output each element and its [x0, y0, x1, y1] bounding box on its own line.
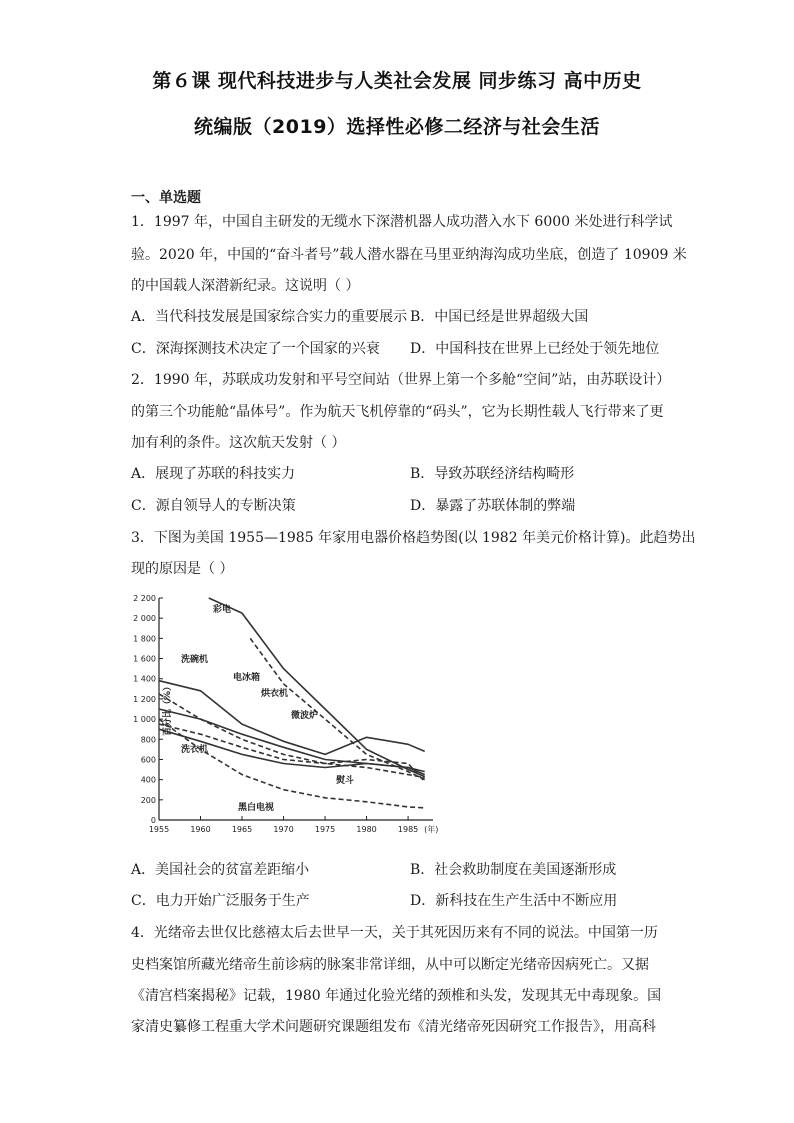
series-label-0: 彩电: [213, 605, 232, 615]
q2-line-2: 的第三个功能舱“晶体号”。作为航天飞机停靠的“码头”，它为长期性载人飞行带来了更: [131, 404, 664, 420]
chart-svg: [131, 590, 451, 838]
document-title-line-2: 统编版（2019）选择性必修二经济与社会生活: [194, 116, 600, 138]
q2-option-c: C．源自领导人的专断决策: [131, 498, 296, 514]
appliance-price-chart: [131, 590, 451, 838]
y-tick-label: 800: [140, 735, 156, 745]
series-label-1: 洗碗机: [181, 655, 209, 665]
q3-option-d: D．新科技在生产生活中不断应用: [410, 893, 618, 909]
x-unit-label: (年): [424, 825, 439, 834]
q4-line-3: 《清宫档案揭秘》记载，1980 年通过化验光绪的颈椎和头发，发现其无中毒现象。国: [131, 988, 662, 1004]
series-label-7: 黑白电视: [238, 803, 275, 813]
y-tick-label: 1 000: [133, 715, 156, 725]
q1-option-a: A．当代科技发展是国家综合实力的重要展示: [131, 309, 408, 325]
y-tick-label: 1 800: [133, 634, 156, 644]
q2-option-a: A．展现了苏联的科技实力: [131, 466, 296, 482]
q2-line-3: 加有利的条件。这次航天发射（ ）: [131, 435, 346, 451]
q4-line-1: 4．光绪帝去世仅比慈禧太后去世早一天，关于其死因历来有不同的说法。中国第一历: [131, 925, 658, 941]
y-tick-label: 200: [140, 795, 156, 805]
q1-line-3: 的中国载人深潜新纪录。这说明（ ）: [131, 278, 360, 294]
y-axis-label: 百分比（%）: [163, 681, 173, 737]
q1-option-b: B．中国已经是世界超级大国: [410, 309, 589, 325]
x-tick-label: 1955: [148, 825, 170, 834]
y-tick-label: 2 200: [133, 594, 156, 603]
series-label-3: 烘衣机: [261, 689, 289, 699]
x-tick-label: 1975: [314, 825, 336, 834]
y-tick-label: 0: [150, 816, 156, 825]
q3-line-2: 现的原因是（ ）: [131, 561, 234, 577]
q4-line-2: 史档案馆所藏光绪帝生前诊病的脉案非常详细，从中可以断定光绪帝因病死亡。又据: [131, 957, 649, 973]
y-tick-label: 600: [140, 755, 156, 765]
series-label-5: 洗衣机: [181, 745, 209, 755]
q1-line-2: 验。2020 年，中国的“奋斗者号”载人潜水器在马里亚纳海沟成功坐底，创造了 10909 米: [131, 247, 687, 263]
q1-option-d: D．中国科技在世界上已经处于领先地位: [410, 341, 660, 357]
series-label-6: 熨斗: [336, 776, 355, 786]
y-tick-label: 1 200: [133, 694, 156, 704]
q4-line-4: 家清史纂修工程重大学术问题研究课题组发布《清光绪帝死因研究工作报告》，用高科: [131, 1019, 656, 1035]
x-tick-label: 1965: [231, 825, 253, 834]
q3-line-1: 3．下图为美国 1955—1985 年家用电器价格趋势图(以 1982 年美元价格计算)。此趋势出: [131, 530, 696, 546]
q2-option-d: D．暴露了苏联体制的弊端: [410, 498, 576, 514]
document-title-line-1: 第６课 现代科技进步与人类社会发展 同步练习 高中历史: [152, 70, 642, 92]
q1-line-1: 1．1997 年，中国自主研发的无缆水下深潜机器人成功潜入水下 6000 米处进行科学试: [131, 214, 673, 230]
y-tick-label: 2 000: [133, 614, 156, 624]
q2-line-1: 2．1990 年，苏联成功发射和平号空间站（世界上第一个多舱“空间”站，由苏联设计）: [131, 372, 671, 388]
y-tick-label: 1 600: [133, 654, 156, 664]
x-tick-label: 1985: [397, 825, 419, 834]
q3-option-b: B．社会救助制度在美国逐渐形成: [410, 862, 617, 878]
x-tick-label: 1970: [273, 825, 294, 834]
y-tick-label: 1 400: [133, 674, 156, 684]
x-tick-label: 1980: [356, 825, 377, 834]
q2-option-b: B．导致苏联经济结构畸形: [410, 466, 575, 482]
q3-option-a: A．美国社会的贫富差距缩小: [131, 862, 310, 878]
series-line-0: [209, 598, 425, 777]
series-label-4: 微波炉: [291, 711, 319, 721]
y-tick-label: 400: [140, 775, 156, 785]
series-label-2: 电冰箱: [233, 673, 261, 683]
q3-option-c: C．电力开始广泛服务于生产: [131, 893, 310, 909]
x-tick-label: 1960: [190, 825, 211, 834]
q1-option-c: C．深海探测技术决定了一个国家的兴衰: [131, 341, 380, 357]
section-header: 一、单选题: [131, 190, 201, 206]
